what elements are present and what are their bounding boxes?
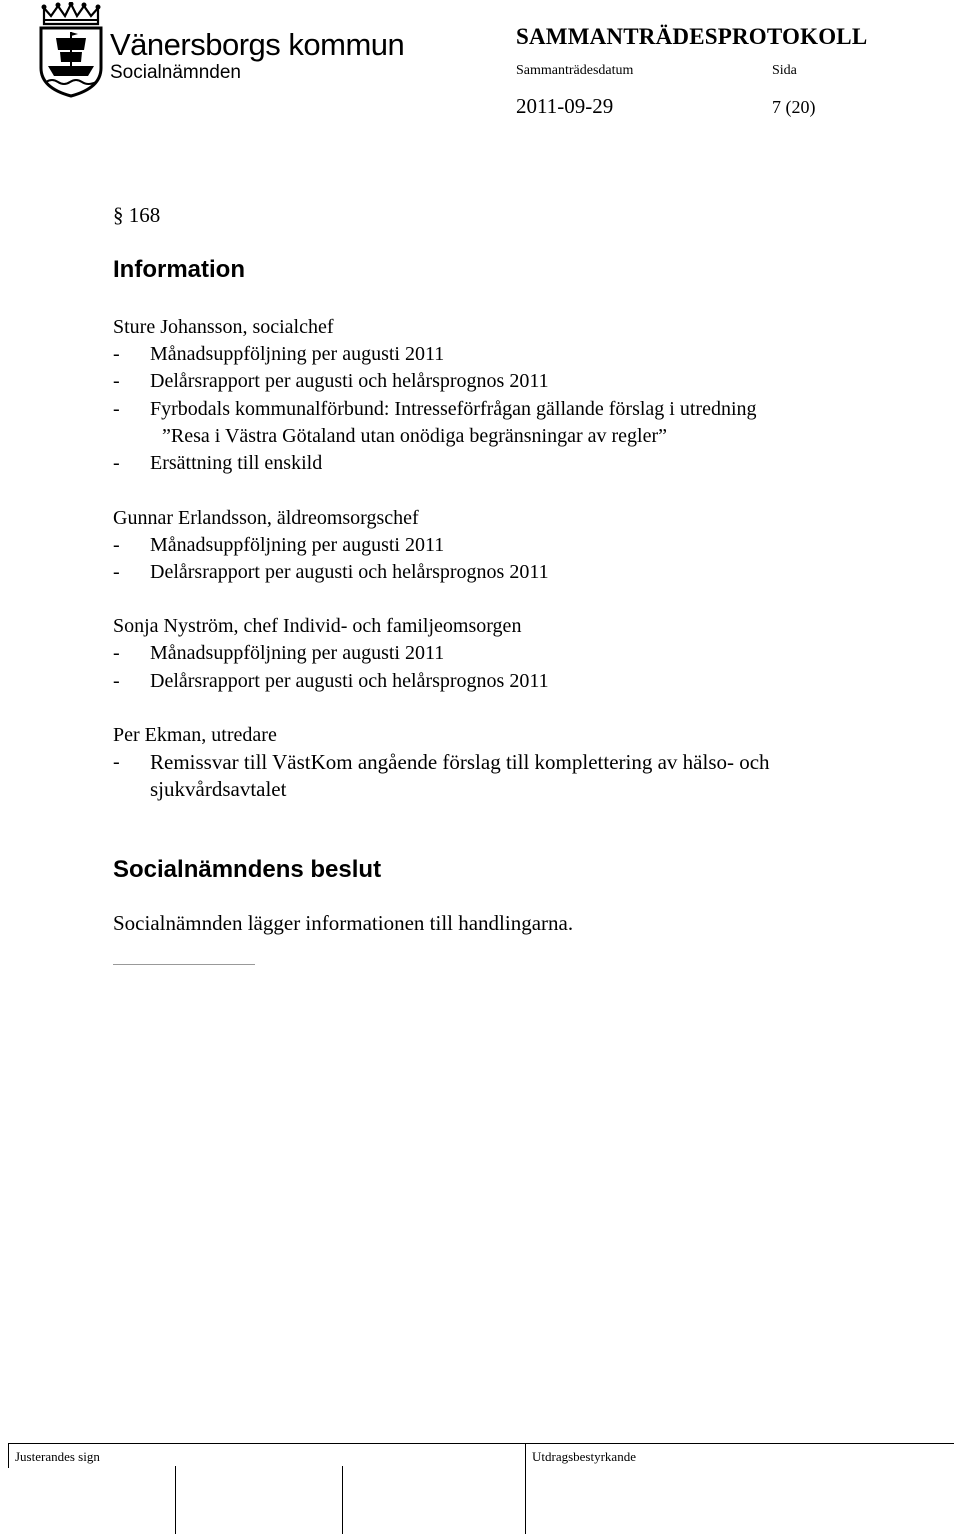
decision-text: Socialnämnden lägger informationen till handlingarna. — [113, 911, 574, 935]
signature-box-divider — [175, 1466, 176, 1534]
list-dash: - — [113, 452, 120, 474]
page-number: 7 (20) — [772, 97, 816, 117]
list-dash: - — [113, 751, 120, 773]
footer-divider — [525, 1444, 526, 1468]
paragraph-number: § 168 — [113, 203, 161, 227]
date-label: Sammanträdesdatum — [516, 63, 634, 78]
list-dash: - — [113, 398, 120, 420]
end-divider — [113, 964, 255, 965]
list-item-continuation: ”Resa i Västra Götaland utan onödiga begränsningar av regler” — [162, 425, 667, 447]
footer-divider — [8, 1443, 954, 1444]
list-item-text: Månadsuppföljning per augusti 2011 — [150, 642, 445, 664]
signature-box-divider — [342, 1466, 343, 1534]
list-item-text: Månadsuppföljning per augusti 2011 — [150, 534, 445, 556]
list-item-text: Remissvar till VästKom angående förslag till komplettering av hälso- och — [150, 750, 770, 774]
list-item-text: Delårsrapport per augusti och helårsprognos 2011 — [150, 370, 549, 392]
footer-certification-label: Utdragsbestyrkande — [532, 1449, 636, 1464]
footer-divider — [8, 1444, 9, 1468]
list-item-text: Månadsuppföljning per augusti 2011 — [150, 343, 445, 365]
signature-box-divider — [525, 1466, 526, 1534]
list-dash: - — [113, 534, 120, 556]
meeting-date: 2011-09-29 — [516, 94, 614, 118]
section-heading: Information — [113, 256, 245, 283]
list-dash: - — [113, 670, 120, 692]
list-dash: - — [113, 642, 120, 664]
document-type: SAMMANTRÄDESPROTOKOLL — [516, 24, 868, 49]
organization-unit: Socialnämnden — [110, 62, 241, 83]
list-dash: - — [113, 370, 120, 392]
page-label: Sida — [772, 63, 797, 78]
list-item-text: Delårsrapport per augusti och helårsprognos 2011 — [150, 561, 549, 583]
presenter-name: Sture Johansson, socialchef — [113, 316, 334, 338]
list-dash: - — [113, 561, 120, 583]
list-dash: - — [113, 343, 120, 365]
ship-shield-icon — [38, 2, 104, 98]
list-item-text: Ersättning till enskild — [150, 452, 323, 474]
presenter-name: Per Ekman, utredare — [113, 724, 277, 746]
decision-heading: Socialnämndens beslut — [113, 856, 382, 883]
presenter-name: Sonja Nyström, chef Individ- och familjeomsorgen — [113, 615, 522, 637]
list-item-continuation: sjukvårdsavtalet — [150, 777, 287, 801]
list-item-text: Delårsrapport per augusti och helårsprognos 2011 — [150, 670, 549, 692]
organization-name: Vänersborgs kommun — [110, 27, 405, 62]
list-item-text: Fyrbodals kommunalförbund: Intresseförfrågan gällande förslag i utredning — [150, 398, 757, 420]
footer-signature-label: Justerandes sign — [15, 1449, 100, 1464]
presenter-name: Gunnar Erlandsson, äldreomsorgschef — [113, 507, 419, 529]
